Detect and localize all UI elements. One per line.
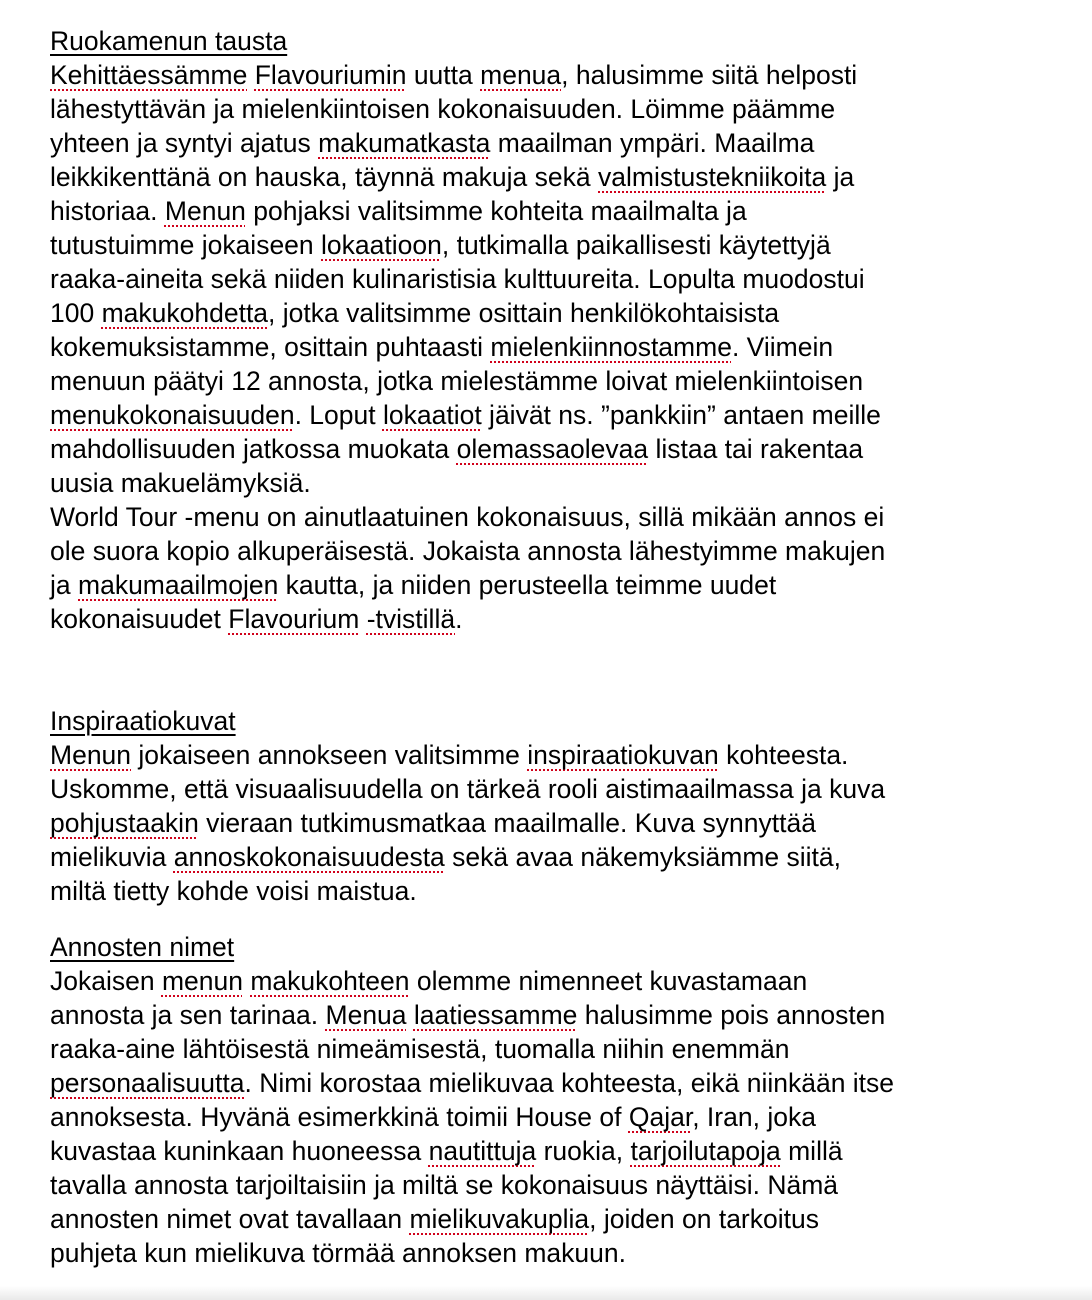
text-run: yhteen ja syntyi ajatus: [50, 128, 319, 158]
spellcheck-flagged-word: pohjustaakin: [50, 808, 199, 838]
text-line: [50, 296, 1050, 330]
text-run: , Iran, joka: [692, 1102, 816, 1132]
text-run: [247, 60, 254, 90]
text-run: .: [455, 604, 463, 634]
spellcheck-flagged-word: annoskokonaisuudesta: [173, 842, 445, 872]
text-line: [50, 964, 1050, 998]
text-run: , jotka valitsimme osittain henkilökohtaisista: [268, 298, 780, 328]
section-heading: Inspiraatiokuvat: [50, 706, 236, 736]
spellcheck-flagged-word: Menua: [325, 1000, 407, 1030]
text-line: [50, 1168, 1050, 1202]
spellcheck-flagged-word: Qajar: [628, 1102, 693, 1132]
text-line: [50, 160, 1050, 194]
section-annosten-nimet: [50, 930, 1050, 1270]
spellcheck-flagged-word: makumaailmojen: [78, 570, 279, 600]
text-run: [407, 1000, 414, 1030]
spellcheck-flagged-word: lokaatiot: [382, 400, 482, 430]
spellcheck-flagged-word: laatiessamme: [413, 1000, 578, 1030]
section-inspiraatiokuvat: [50, 704, 1050, 908]
text-run: World Tour -menu on ainutlaatuinen kokonaisuus, sillä mikään annos ei: [50, 502, 885, 532]
text-run: raaka-aineita sekä niiden kulinaristisia kulttuureita. Lopulta muodostui: [50, 264, 865, 294]
text-line: [50, 500, 1050, 534]
spellcheck-flagged-word: makukohteen: [250, 966, 410, 996]
text-run: annosten nimet ovat tavallaan: [50, 1204, 410, 1234]
text-line: [50, 568, 1050, 602]
text-run: , joiden on tarkoitus: [589, 1204, 819, 1234]
text-line: [50, 398, 1050, 432]
spellcheck-flagged-word: Kehittäessämme: [50, 60, 248, 90]
spellcheck-flagged-word: nautittuja: [428, 1136, 537, 1166]
text-run: uutta: [406, 60, 481, 90]
spellcheck-flagged-word: -tvistillä: [366, 604, 456, 634]
text-run: kokemuksistamme, osittain puhtaasti: [50, 332, 491, 362]
text-run: mielikuvia: [50, 842, 174, 872]
text-line: [50, 772, 1050, 806]
text-run: vieraan tutkimusmatkaa maailmalle. Kuva synnyttää: [198, 808, 816, 838]
text-run: . Viimein: [731, 332, 834, 362]
text-run: historiaa.: [50, 196, 165, 226]
text-run: menuun päätyi 12 annosta, jotka mielestämme loivat mielenkiintoisen: [50, 366, 864, 396]
text-run: mahdollisuuden jatkossa muokata: [50, 434, 457, 464]
text-run: uusia makuelämyksiä.: [50, 468, 311, 498]
text-run: tavalla annosta tarjoiltaisiin ja miltä se kokonaisuus näyttäisi. Nämä: [50, 1170, 839, 1200]
text-line: [50, 330, 1050, 364]
spellcheck-flagged-word: makumatkasta: [318, 128, 491, 158]
text-run: annoksesta. Hyvänä esimerkkinä toimii House of: [50, 1102, 629, 1132]
text-run: kautta, ja niiden perusteella teimme uudet: [278, 570, 777, 600]
text-run: sekä avaa näkemyksiämme siitä,: [444, 842, 841, 872]
text-run: halusimme pois annosten: [577, 1000, 886, 1030]
text-run: ja: [50, 570, 78, 600]
section-paragraph: [50, 58, 1050, 636]
spellcheck-flagged-word: Menun: [50, 740, 132, 770]
text-line: [50, 194, 1050, 228]
document-body: [50, 24, 1050, 1270]
page-bottom-edge: [0, 1286, 1092, 1300]
text-line: [50, 432, 1050, 466]
text-run: . Loput: [294, 400, 383, 430]
spellcheck-flagged-word: menukokonaisuuden: [50, 400, 295, 430]
text-run: millä: [780, 1136, 843, 1166]
text-run: ruokia,: [536, 1136, 631, 1166]
text-line: [50, 534, 1050, 568]
text-line: [50, 1032, 1050, 1066]
text-run: listaa tai rakentaa: [648, 434, 864, 464]
section-heading: Annosten nimet: [50, 932, 235, 962]
spellcheck-flagged-word: mielenkiinnostamme: [490, 332, 732, 362]
text-run: jäivät ns. ”pankkiin” antaen meille: [481, 400, 881, 430]
text-run: ole suora kopio alkuperäisestä. Jokaista annosta lähestyimme makujen: [50, 536, 886, 566]
text-line: [50, 738, 1050, 772]
text-run: miltä tietty kohde voisi maistua.: [50, 876, 417, 906]
text-line: [50, 1066, 1050, 1100]
text-run: maailman ympäri. Maailma: [490, 128, 815, 158]
text-run: Uskomme, että visuaalisuudella on tärkeä rooli aistimaailmassa ja kuva: [50, 774, 886, 804]
text-run: [359, 604, 366, 634]
spellcheck-flagged-word: mielikuvakuplia: [409, 1204, 590, 1234]
text-run: tutustuimme jokaiseen: [50, 230, 322, 260]
text-line: [50, 364, 1050, 398]
text-run: lähestyttävän ja mielenkiintoisen kokonaisuuden. Löimme päämme: [50, 94, 836, 124]
text-run: puhjeta kun mielikuva törmää annoksen makuun.: [50, 1238, 626, 1268]
spellcheck-flagged-word: Flavouriumin: [254, 60, 407, 90]
text-run: , tutkimalla paikallisesti käytettyjä: [441, 230, 831, 260]
text-line: [50, 998, 1050, 1032]
section-paragraph: [50, 964, 1050, 1270]
section-ruokamenun-tausta: [50, 24, 1050, 636]
text-line: [50, 126, 1050, 160]
text-run: pohjaksi valitsimme kohteita maailmalta ja: [245, 196, 747, 226]
text-run: leikkikenttänä on hauska, täynnä makuja sekä: [50, 162, 598, 192]
spellcheck-flagged-word: makukohdetta: [101, 298, 269, 328]
section-paragraph: [50, 738, 1050, 908]
text-run: jokaiseen annokseen valitsimme: [131, 740, 528, 770]
text-run: olemme nimenneet kuvastamaan: [409, 966, 808, 996]
text-line: [50, 1236, 1050, 1270]
text-line: [50, 92, 1050, 126]
text-run: raaka-aine lähtöisestä nimeämisestä, tuomalla niihin enemmän: [50, 1034, 790, 1064]
spellcheck-flagged-word: olemassaolevaa: [456, 434, 649, 464]
text-line: [50, 262, 1050, 296]
text-run: . Nimi korostaa mielikuvaa kohteesta, eikä niinkään itse: [244, 1068, 895, 1098]
spellcheck-flagged-word: tarjoilutapoja: [630, 1136, 781, 1166]
text-line: [50, 58, 1050, 92]
spellcheck-flagged-word: Menun: [164, 196, 246, 226]
spellcheck-flagged-word: personaalisuutta: [50, 1068, 245, 1098]
spellcheck-flagged-word: menua: [480, 60, 562, 90]
spellcheck-flagged-word: menun: [161, 966, 243, 996]
text-run: Jokaisen: [50, 966, 162, 996]
text-run: annosta ja sen tarinaa.: [50, 1000, 326, 1030]
spellcheck-flagged-word: inspiraatiokuvan: [527, 740, 719, 770]
text-run: ja: [826, 162, 855, 192]
text-line: [50, 228, 1050, 262]
text-line: [50, 466, 1050, 500]
text-line: [50, 840, 1050, 874]
text-line: [50, 1100, 1050, 1134]
section-heading: Ruokamenun tausta: [50, 26, 288, 56]
text-line: [50, 1202, 1050, 1236]
text-run: , halusimme siitä helposti: [561, 60, 858, 90]
text-run: kuvastaa kuninkaan huoneessa: [50, 1136, 429, 1166]
text-line: [50, 806, 1050, 840]
text-line: [50, 874, 1050, 908]
text-run: kokonaisuudet: [50, 604, 229, 634]
text-line: [50, 1134, 1050, 1168]
text-run: kohteesta.: [718, 740, 849, 770]
spellcheck-flagged-word: lokaatioon: [321, 230, 442, 260]
text-run: 100: [50, 298, 102, 328]
text-line: [50, 602, 1050, 636]
spellcheck-flagged-word: Flavourium: [228, 604, 360, 634]
spellcheck-flagged-word: valmistustekniikoita: [598, 162, 827, 192]
